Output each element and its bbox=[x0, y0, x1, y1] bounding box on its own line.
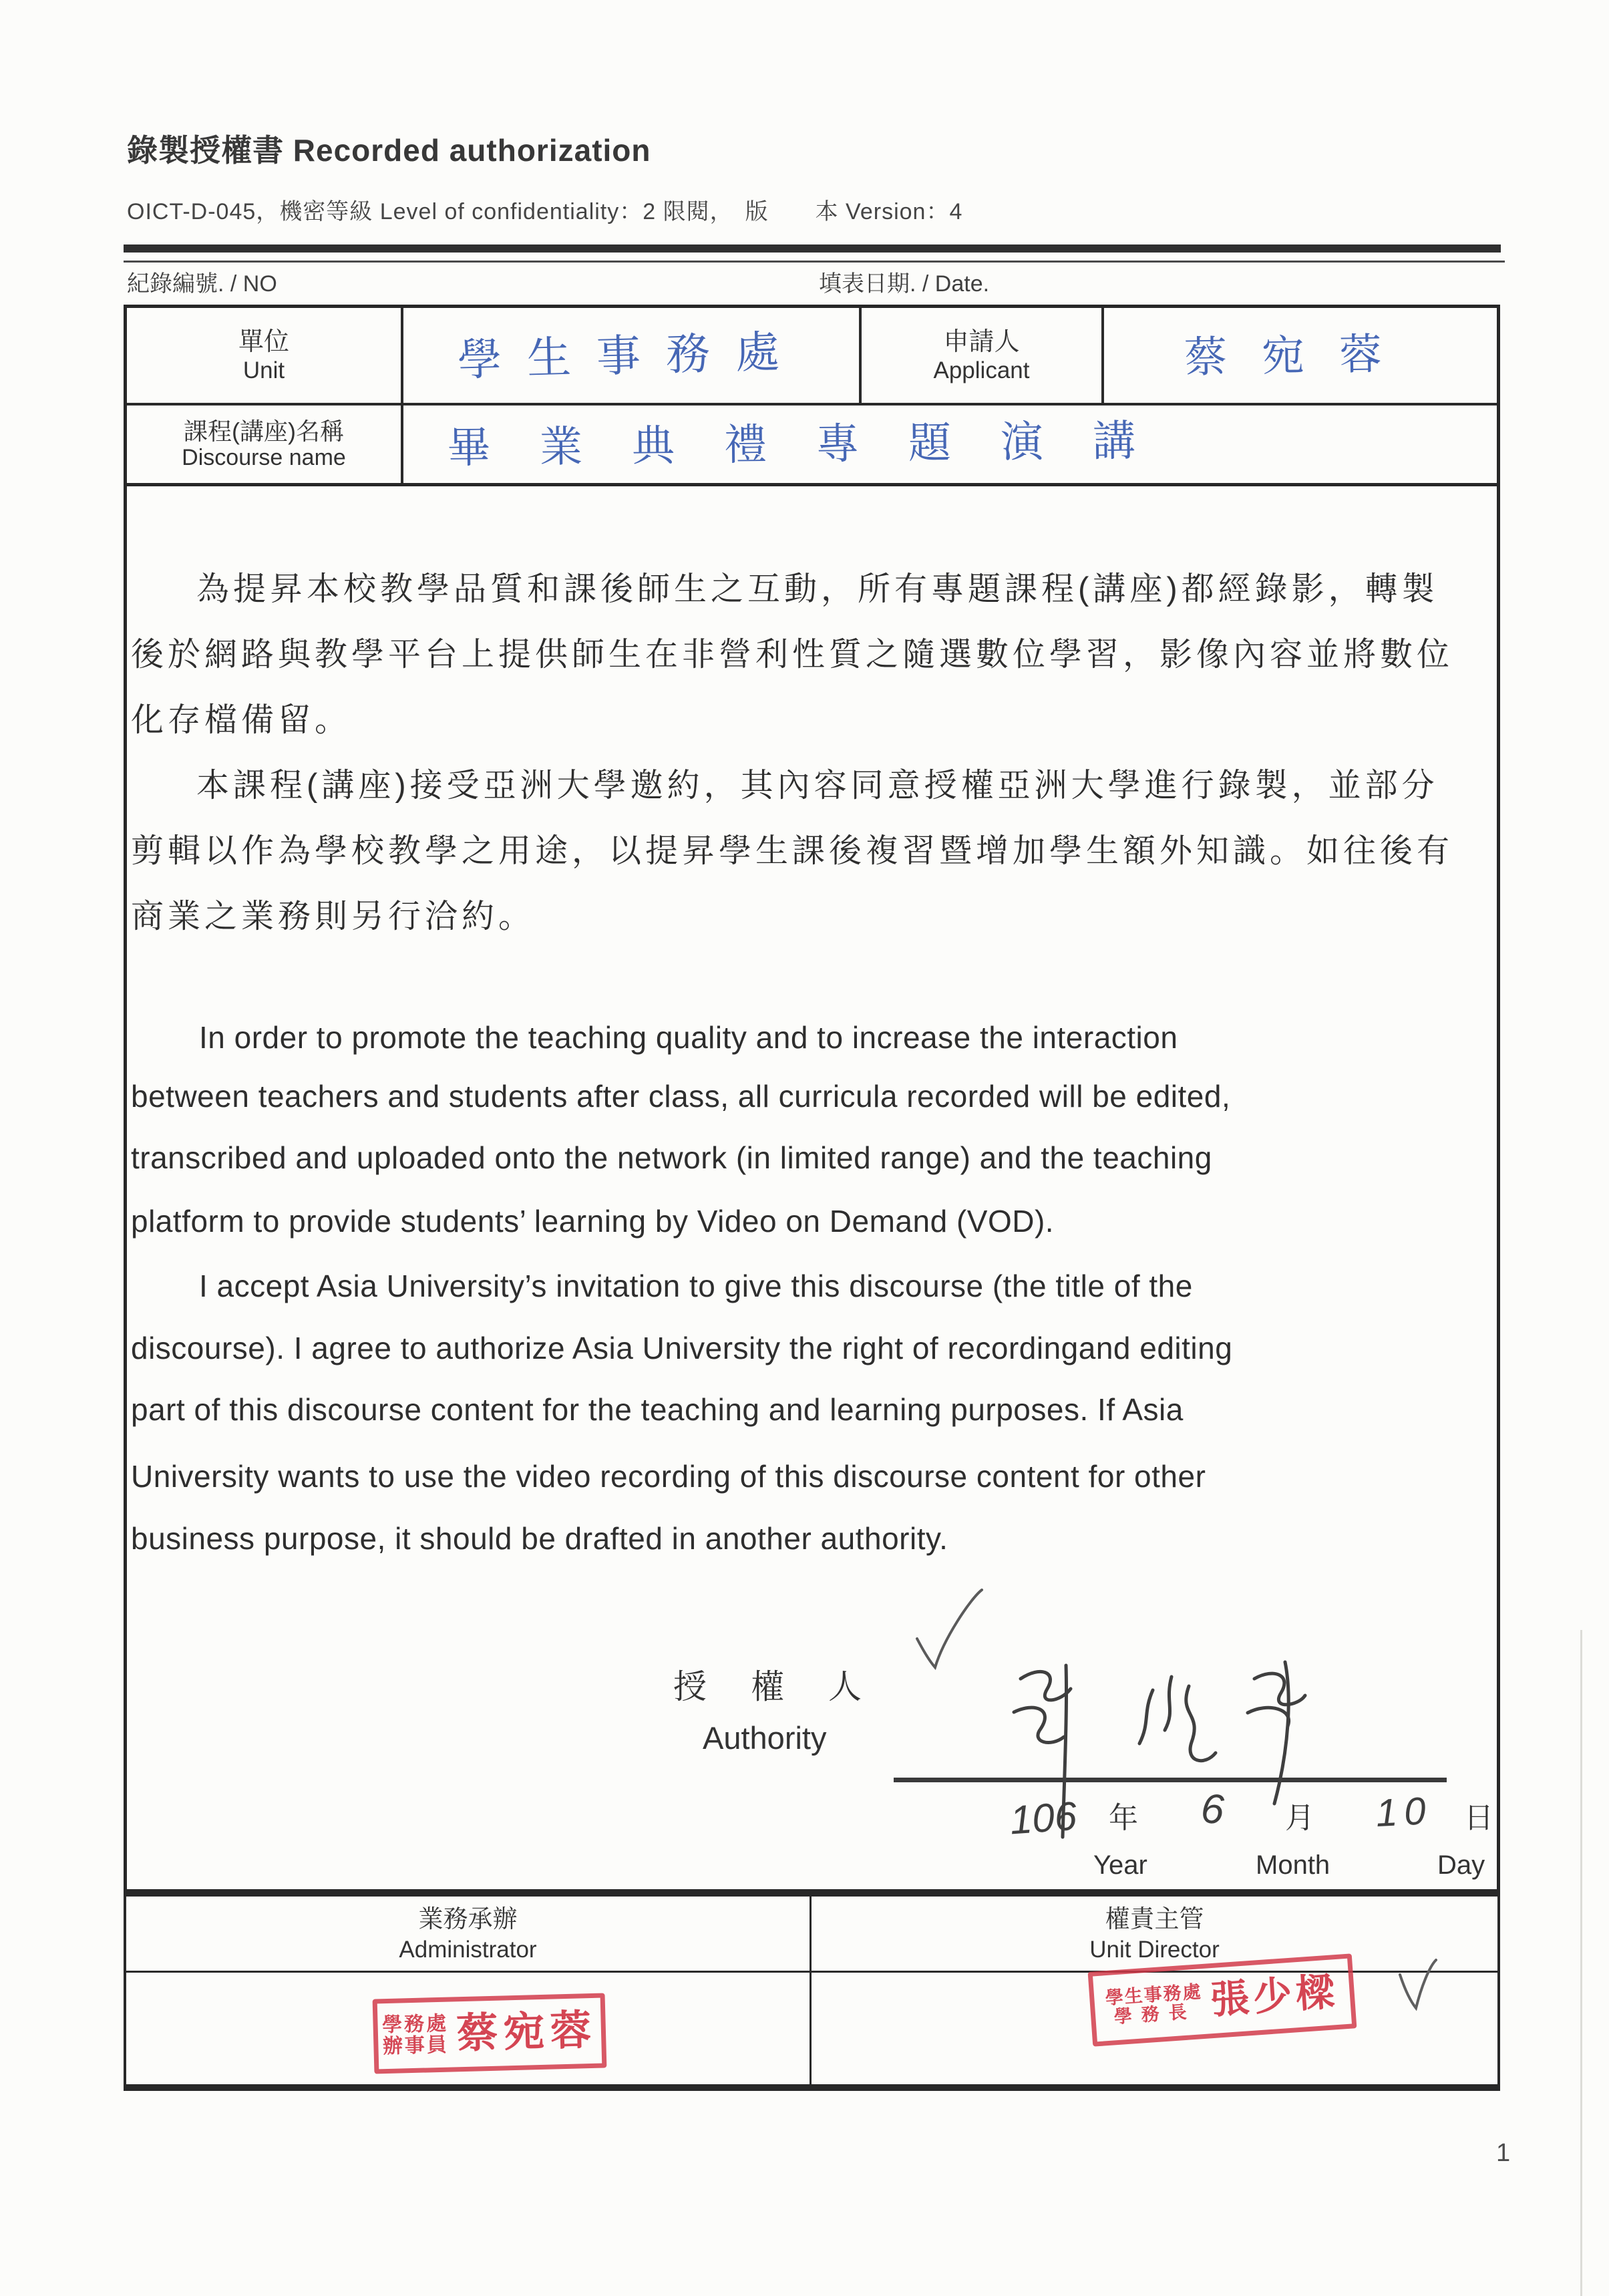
zh-paragraph-line: 商業之業務則另行洽約。 bbox=[131, 898, 536, 935]
discourse-label-cell bbox=[127, 405, 401, 483]
document-code-line: OICT-D-045，機密等級 Level of confidentiality：2 限閱， 版 本 Version：4 bbox=[127, 199, 963, 224]
director-label: 權責主管 bbox=[1105, 1905, 1204, 1933]
zh-paragraph-line: 為提昇本校教學品質和課後師生之互動，所有專題課程(講座)都經錄影，轉製 bbox=[196, 571, 1439, 607]
checkmark-icon bbox=[1396, 1957, 1439, 2019]
record-number-label: 紀錄編號. / NO bbox=[127, 271, 277, 297]
month-handwritten-value: 6 bbox=[1200, 1786, 1226, 1833]
unit-label-cell bbox=[127, 308, 401, 403]
scan-artifact-line bbox=[1580, 1630, 1582, 2296]
en-paragraph-line: discourse). I agree to authorize Asia University the right of recordingand editing bbox=[131, 1331, 1233, 1365]
en-paragraph-line: transcribed and uploaded onto the network (in limited range) and the teaching bbox=[131, 1140, 1212, 1175]
day-label-en: Day bbox=[1437, 1850, 1485, 1880]
unit-value-cell bbox=[403, 308, 859, 403]
checkmark-icon bbox=[912, 1589, 987, 1670]
director-header-cell bbox=[812, 1897, 1497, 1971]
discourse-label: 課程(講座)名稱 bbox=[184, 418, 344, 445]
year-unit-label: 年 bbox=[1109, 1802, 1138, 1834]
discourse-handwritten-value: 畢業典禮專題演講 bbox=[447, 416, 1186, 472]
year-handwritten-value: 106 bbox=[1008, 1793, 1079, 1843]
director-stamp-name: 張少樑 bbox=[1209, 1969, 1340, 2023]
administrator-label-en: Administrator bbox=[399, 1936, 537, 1963]
en-paragraph-line: platform to provide students’ learning by Video on Demand (VOD). bbox=[131, 1204, 1055, 1239]
approval-table bbox=[124, 1889, 1500, 2091]
en-paragraph-line: business purpose, it should be drafted in another authority. bbox=[131, 1521, 948, 1556]
zh-paragraph-line: 化存檔備留。 bbox=[131, 702, 352, 738]
discourse-label-en: Discourse name bbox=[182, 445, 346, 470]
administrator-stamp-name: 蔡宛蓉 bbox=[456, 2007, 598, 2058]
en-paragraph-line: part of this discourse content for the teaching and learning purposes. If Asia bbox=[131, 1392, 1184, 1427]
page-title: 錄製授權書 Recorded authorization bbox=[127, 133, 651, 168]
month-unit-label: 月 bbox=[1285, 1802, 1314, 1834]
day-handwritten-value: 10 bbox=[1375, 1788, 1434, 1836]
discourse-value-cell bbox=[403, 405, 1497, 483]
director-label-en: Unit Director bbox=[1089, 1936, 1220, 1963]
year-label-en: Year bbox=[1093, 1850, 1147, 1880]
administrator-label: 業務承辦 bbox=[418, 1905, 518, 1933]
applicant-label-cell bbox=[862, 308, 1101, 403]
header-rule-thick bbox=[124, 244, 1501, 253]
director-stamp-office-line2: 學務長 bbox=[1113, 2001, 1197, 2027]
unit-label-en: Unit bbox=[242, 357, 285, 383]
unit-label: 單位 bbox=[238, 327, 289, 356]
en-paragraph-line: I accept Asia University’s invitation to give this discourse (the title of the bbox=[199, 1269, 1193, 1303]
administrator-stamp bbox=[373, 1993, 607, 2074]
administrator-stamp-office-line2: 辦事員 bbox=[382, 2033, 450, 2058]
administrator-stamp-office-line1: 學務處 bbox=[381, 2012, 449, 2037]
page-number: 1 bbox=[1496, 2139, 1511, 2167]
director-stamp-office-line1: 學生事務處 bbox=[1104, 1981, 1203, 2009]
en-paragraph-line: University wants to use the video recording of this discourse content for other bbox=[131, 1459, 1206, 1494]
header-rule-thin bbox=[124, 261, 1505, 263]
unit-handwritten-value: 學生事務處 bbox=[457, 326, 806, 385]
authority-label-en: Authority bbox=[703, 1720, 827, 1756]
en-paragraph-line: In order to promote the teaching quality and to increase the interaction bbox=[199, 1020, 1178, 1055]
info-table bbox=[124, 305, 1500, 486]
applicant-handwritten-value: 蔡宛蓉 bbox=[1184, 329, 1417, 382]
authority-label-zh: 授權人 bbox=[673, 1668, 906, 1705]
zh-paragraph-line: 後於網路與教學平台上提供師生在非營利性質之隨選數位學習，影像內容並將數位 bbox=[131, 637, 1454, 673]
day-unit-label: 日 bbox=[1464, 1802, 1493, 1834]
zh-paragraph-line: 剪輯以作為學校教學之用途，以提昇學生課後複習暨增加學生額外知識。如往後有 bbox=[131, 833, 1454, 869]
month-label-en: Month bbox=[1256, 1850, 1330, 1880]
en-paragraph-line: between teachers and students after class, all curricula recorded will be edited, bbox=[131, 1079, 1231, 1114]
zh-paragraph-line: 本課程(講座)接受亞洲大學邀約，其內容同意授權亞洲大學進行錄製，並部分 bbox=[196, 768, 1439, 804]
fill-date-label: 填表日期. / Date. bbox=[819, 271, 990, 297]
administrator-header-cell bbox=[126, 1897, 810, 1971]
applicant-label-en: Applicant bbox=[933, 357, 1030, 383]
applicant-label: 申請人 bbox=[943, 327, 1020, 356]
applicant-value-cell bbox=[1104, 308, 1497, 403]
